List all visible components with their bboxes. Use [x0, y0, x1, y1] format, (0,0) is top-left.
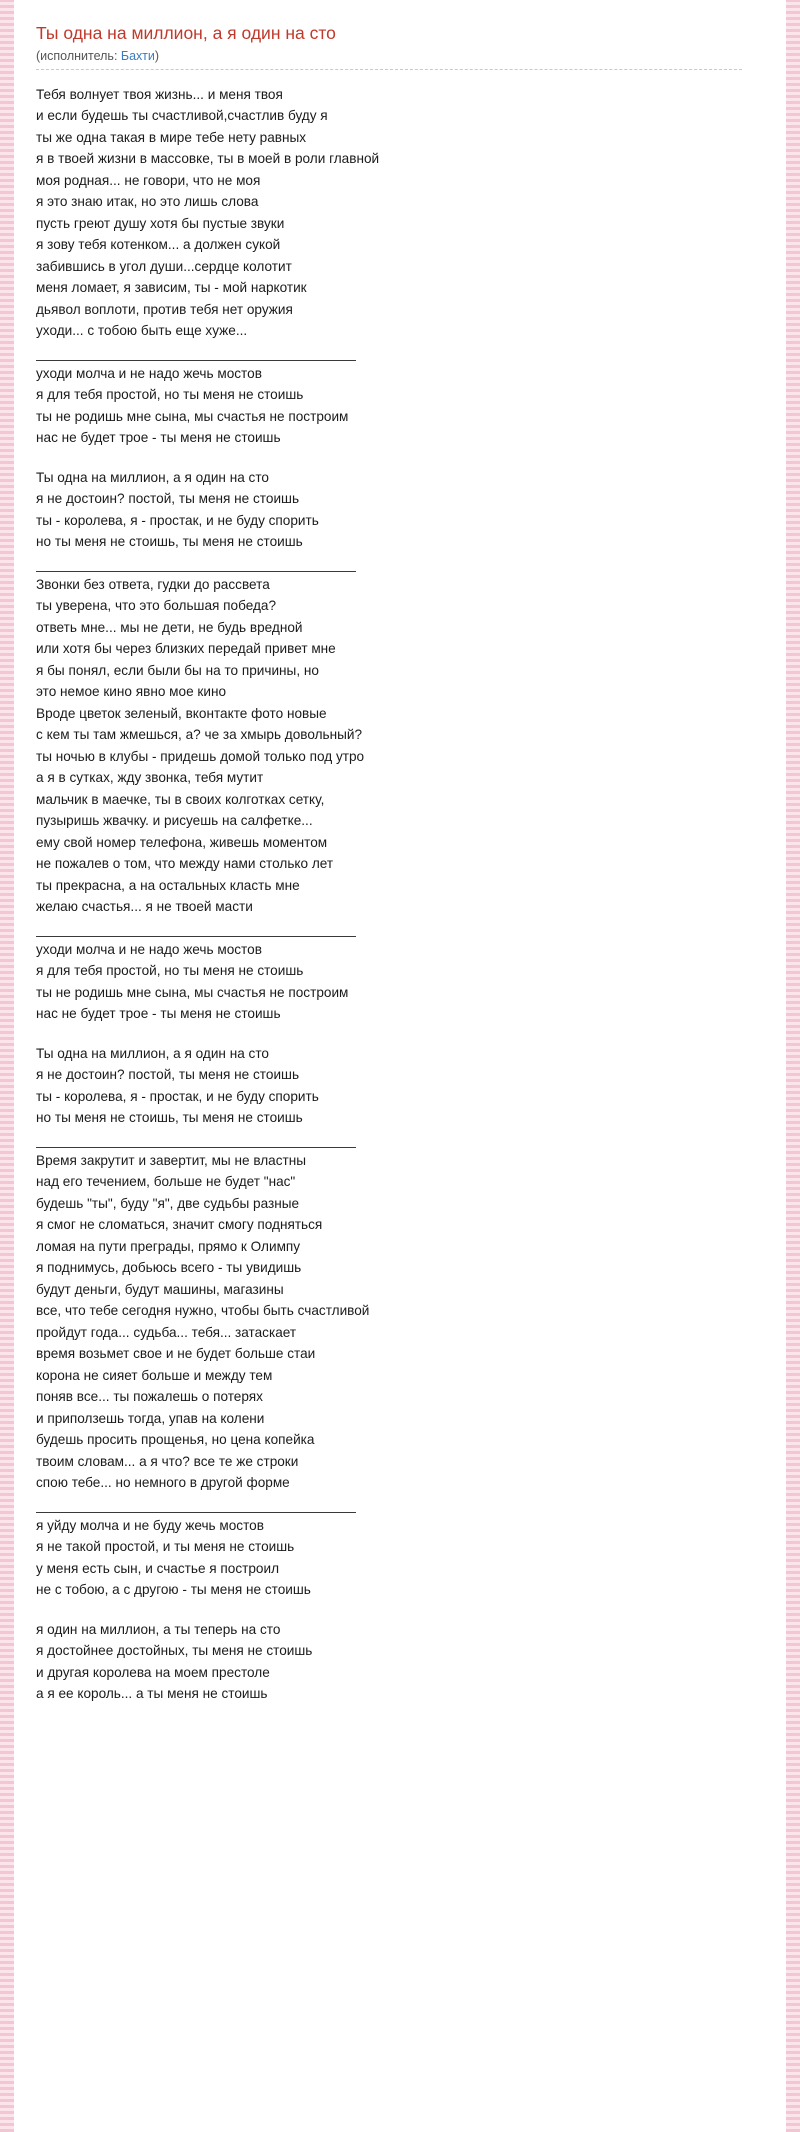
lyrics-line: я это знаю итак, но это лишь слова [36, 194, 259, 210]
lyrics-line: я бы понял, если были бы на то причины, но [36, 662, 319, 678]
lyrics-stanza [36, 1147, 770, 1494]
lyrics-line: Ты одна на миллион, а я один на сто [36, 469, 269, 485]
artist-link[interactable]: Бахти [120, 48, 155, 63]
lyrics-line: а я ее король... а ты меня не стоишь [36, 1686, 268, 1702]
lyrics-line: и если будешь ты счастливой,счастлив буду я [36, 108, 328, 124]
lyrics-line: ты не родишь мне сына, мы счастья не построим [36, 984, 349, 1000]
lyrics-line: пусть греют душу хотя бы пустые звуки [36, 215, 285, 231]
stanza-separator-rule [36, 1512, 356, 1513]
stanza-separator-rule [36, 360, 356, 361]
page-title: Ты одна на миллион, а я один на сто [36, 23, 336, 43]
lyrics-line: я для тебя простой, но ты меня не стоишь [36, 963, 304, 979]
lyrics-line: я поднимусь, добьюсь всего - ты увидишь [36, 1260, 302, 1276]
lyrics-line: время возьмет свое и не будет больше стаи [36, 1346, 316, 1362]
lyrics-line: ты - королева, я - простак, и не буду спорить [36, 1088, 319, 1104]
lyrics-line: над его течением, больше не будет "нас" [36, 1174, 296, 1190]
lyrics-line: Тебя волнует твоя жизнь... и меня твоя [36, 86, 283, 102]
lyrics-line: не пожалев о том, что между нами столько лет [36, 856, 334, 872]
lyrics-stanza [36, 84, 770, 342]
stanza-separator-rule [36, 1147, 356, 1148]
stanza-separator-rule [36, 571, 356, 572]
lyrics-line: ты прекрасна, а на остальных класть мне [36, 877, 300, 893]
lyrics-line: нас не будет трое - ты меня не стоишь [36, 430, 281, 446]
lyrics-line: дьявол воплоти, против тебя нет оружия [36, 301, 293, 317]
lyrics-line: ты же одна такая в мире тебе нету равных [36, 129, 307, 145]
lyrics-stanza [36, 936, 770, 1025]
lyrics-line: ты уверена, что это большая победа? [36, 598, 277, 614]
lyrics-line: я не достоин? постой, ты меня не стоишь [36, 491, 300, 507]
lyrics-line: ответь мне... мы не дети, не будь вредной [36, 619, 303, 635]
lyrics-line: спою тебе... но немного в другой форме [36, 1475, 290, 1491]
lyrics-line: уходи молча и не надо жечь мостов [36, 941, 262, 957]
lyrics-stanza [36, 1619, 770, 1705]
lyrics-line: я не достоин? постой, ты меня не стоишь [36, 1067, 300, 1083]
lyrics-line: я один на миллион, а ты теперь на сто [36, 1621, 281, 1637]
lyrics-line: но ты меня не стоишь, ты меня не стоишь [36, 1110, 303, 1126]
artist-suffix-label: ) [154, 48, 160, 63]
lyrics-line: будешь "ты", буду "я", две судьбы разные [36, 1195, 300, 1211]
lyrics-line: уходи... с тобою быть еще хуже... [36, 323, 248, 339]
lyrics-line: это немое кино явно мое кино [36, 684, 227, 700]
lyrics-line: Время закрутит и завертит, мы не властны [36, 1152, 307, 1168]
lyrics-line: будешь просить прощенья, но цена копейка [36, 1432, 315, 1448]
lyrics-line: меня ломает, я зависим, ты - мой наркотик [36, 280, 307, 296]
lyrics-line: я для тебя простой, но ты меня не стоишь [36, 387, 304, 403]
lyrics-line: я зову тебя котенком... а должен сукой [36, 237, 281, 253]
lyrics-line: моя родная... не говори, что не моя [36, 172, 261, 188]
lyrics-line: Звонки без ответа, гудки до рассвета [36, 576, 270, 592]
lyrics-line: Ты одна на миллион, а я один на сто [36, 1045, 269, 1061]
lyrics-line: у меня есть сын, и счастье я построил [36, 1560, 280, 1576]
artist-line [36, 49, 770, 63]
lyrics-line: и приползешь тогда, упав на колени [36, 1410, 265, 1426]
lyrics-line: и другая королева на моем престоле [36, 1664, 270, 1680]
lyrics-line: я в твоей жизни в массовке, ты в моей в роли главной [36, 151, 380, 167]
lyrics-line: ломая на пути преграды, прямо к Олимпу [36, 1238, 301, 1254]
lyrics-line: мальчик в маечке, ты в своих колготках сетку, [36, 791, 325, 807]
lyrics-line: пройдут года... судьба... тебя... затаскает [36, 1324, 297, 1340]
lyrics-line: я не такой простой, и ты меня не стоишь [36, 1539, 295, 1555]
lyrics-stanza [36, 467, 770, 553]
lyrics-stanza [36, 360, 770, 449]
stanza-separator-rule [36, 936, 356, 937]
lyrics-line: уходи молча и не надо жечь мостов [36, 365, 262, 381]
lyrics-line: я уйду молча и не буду жечь мостов [36, 1517, 264, 1533]
lyrics-line: ты не родишь мне сына, мы счастья не построим [36, 408, 349, 424]
lyrics-stanza [36, 571, 770, 918]
lyrics-line: твоим словам... а я что? все те же строки [36, 1453, 299, 1469]
lyrics-line: ты ночью в клубы - придешь домой только под утро [36, 748, 365, 764]
lyrics-line: Вроде цветок зеленый, вконтакте фото новые [36, 705, 327, 721]
lyrics-stanza [36, 1512, 770, 1601]
lyrics-line: но ты меня не стоишь, ты меня не стоишь [36, 534, 303, 550]
lyrics-stanza [36, 1043, 770, 1129]
lyrics-line: все, что тебе сегодня нужно, чтобы быть счастливой [36, 1303, 370, 1319]
lyrics-line: не с тобою, а с другою - ты меня не стоишь [36, 1582, 311, 1598]
lyrics-body [36, 84, 770, 1705]
header-divider [36, 69, 742, 70]
lyrics-line: ты - королева, я - простак, и не буду спорить [36, 512, 319, 528]
lyrics-line: ему свой номер телефона, живешь моментом [36, 834, 328, 850]
lyrics-line: нас не будет трое - ты меня не стоишь [36, 1006, 281, 1022]
lyrics-line: я смог не сломаться, значит смогу подняться [36, 1217, 323, 1233]
lyrics-line: желаю счастья... я не твоей масти [36, 899, 253, 915]
lyrics-line: с кем ты там жмешься, а? че за хмырь довольный? [36, 727, 363, 743]
artist-prefix-label: (исполнитель: [36, 48, 118, 63]
lyrics-line: а я в сутках, жду звонка, тебя мутит [36, 770, 264, 786]
lyrics-line: корона не сияет больше и между тем [36, 1367, 273, 1383]
lyrics-line: я достойнее достойных, ты меня не стоишь [36, 1643, 313, 1659]
lyrics-line: или хотя бы через близких передай привет мне [36, 641, 336, 657]
lyrics-line: поняв все... ты пожалешь о потерях [36, 1389, 263, 1405]
lyrics-line: пузыришь жвачку. и рисуешь на салфетке... [36, 813, 313, 829]
lyrics-line: забившись в угол души...сердце колотит [36, 258, 292, 274]
lyrics-line: будут деньги, будут машины, магазины [36, 1281, 284, 1297]
